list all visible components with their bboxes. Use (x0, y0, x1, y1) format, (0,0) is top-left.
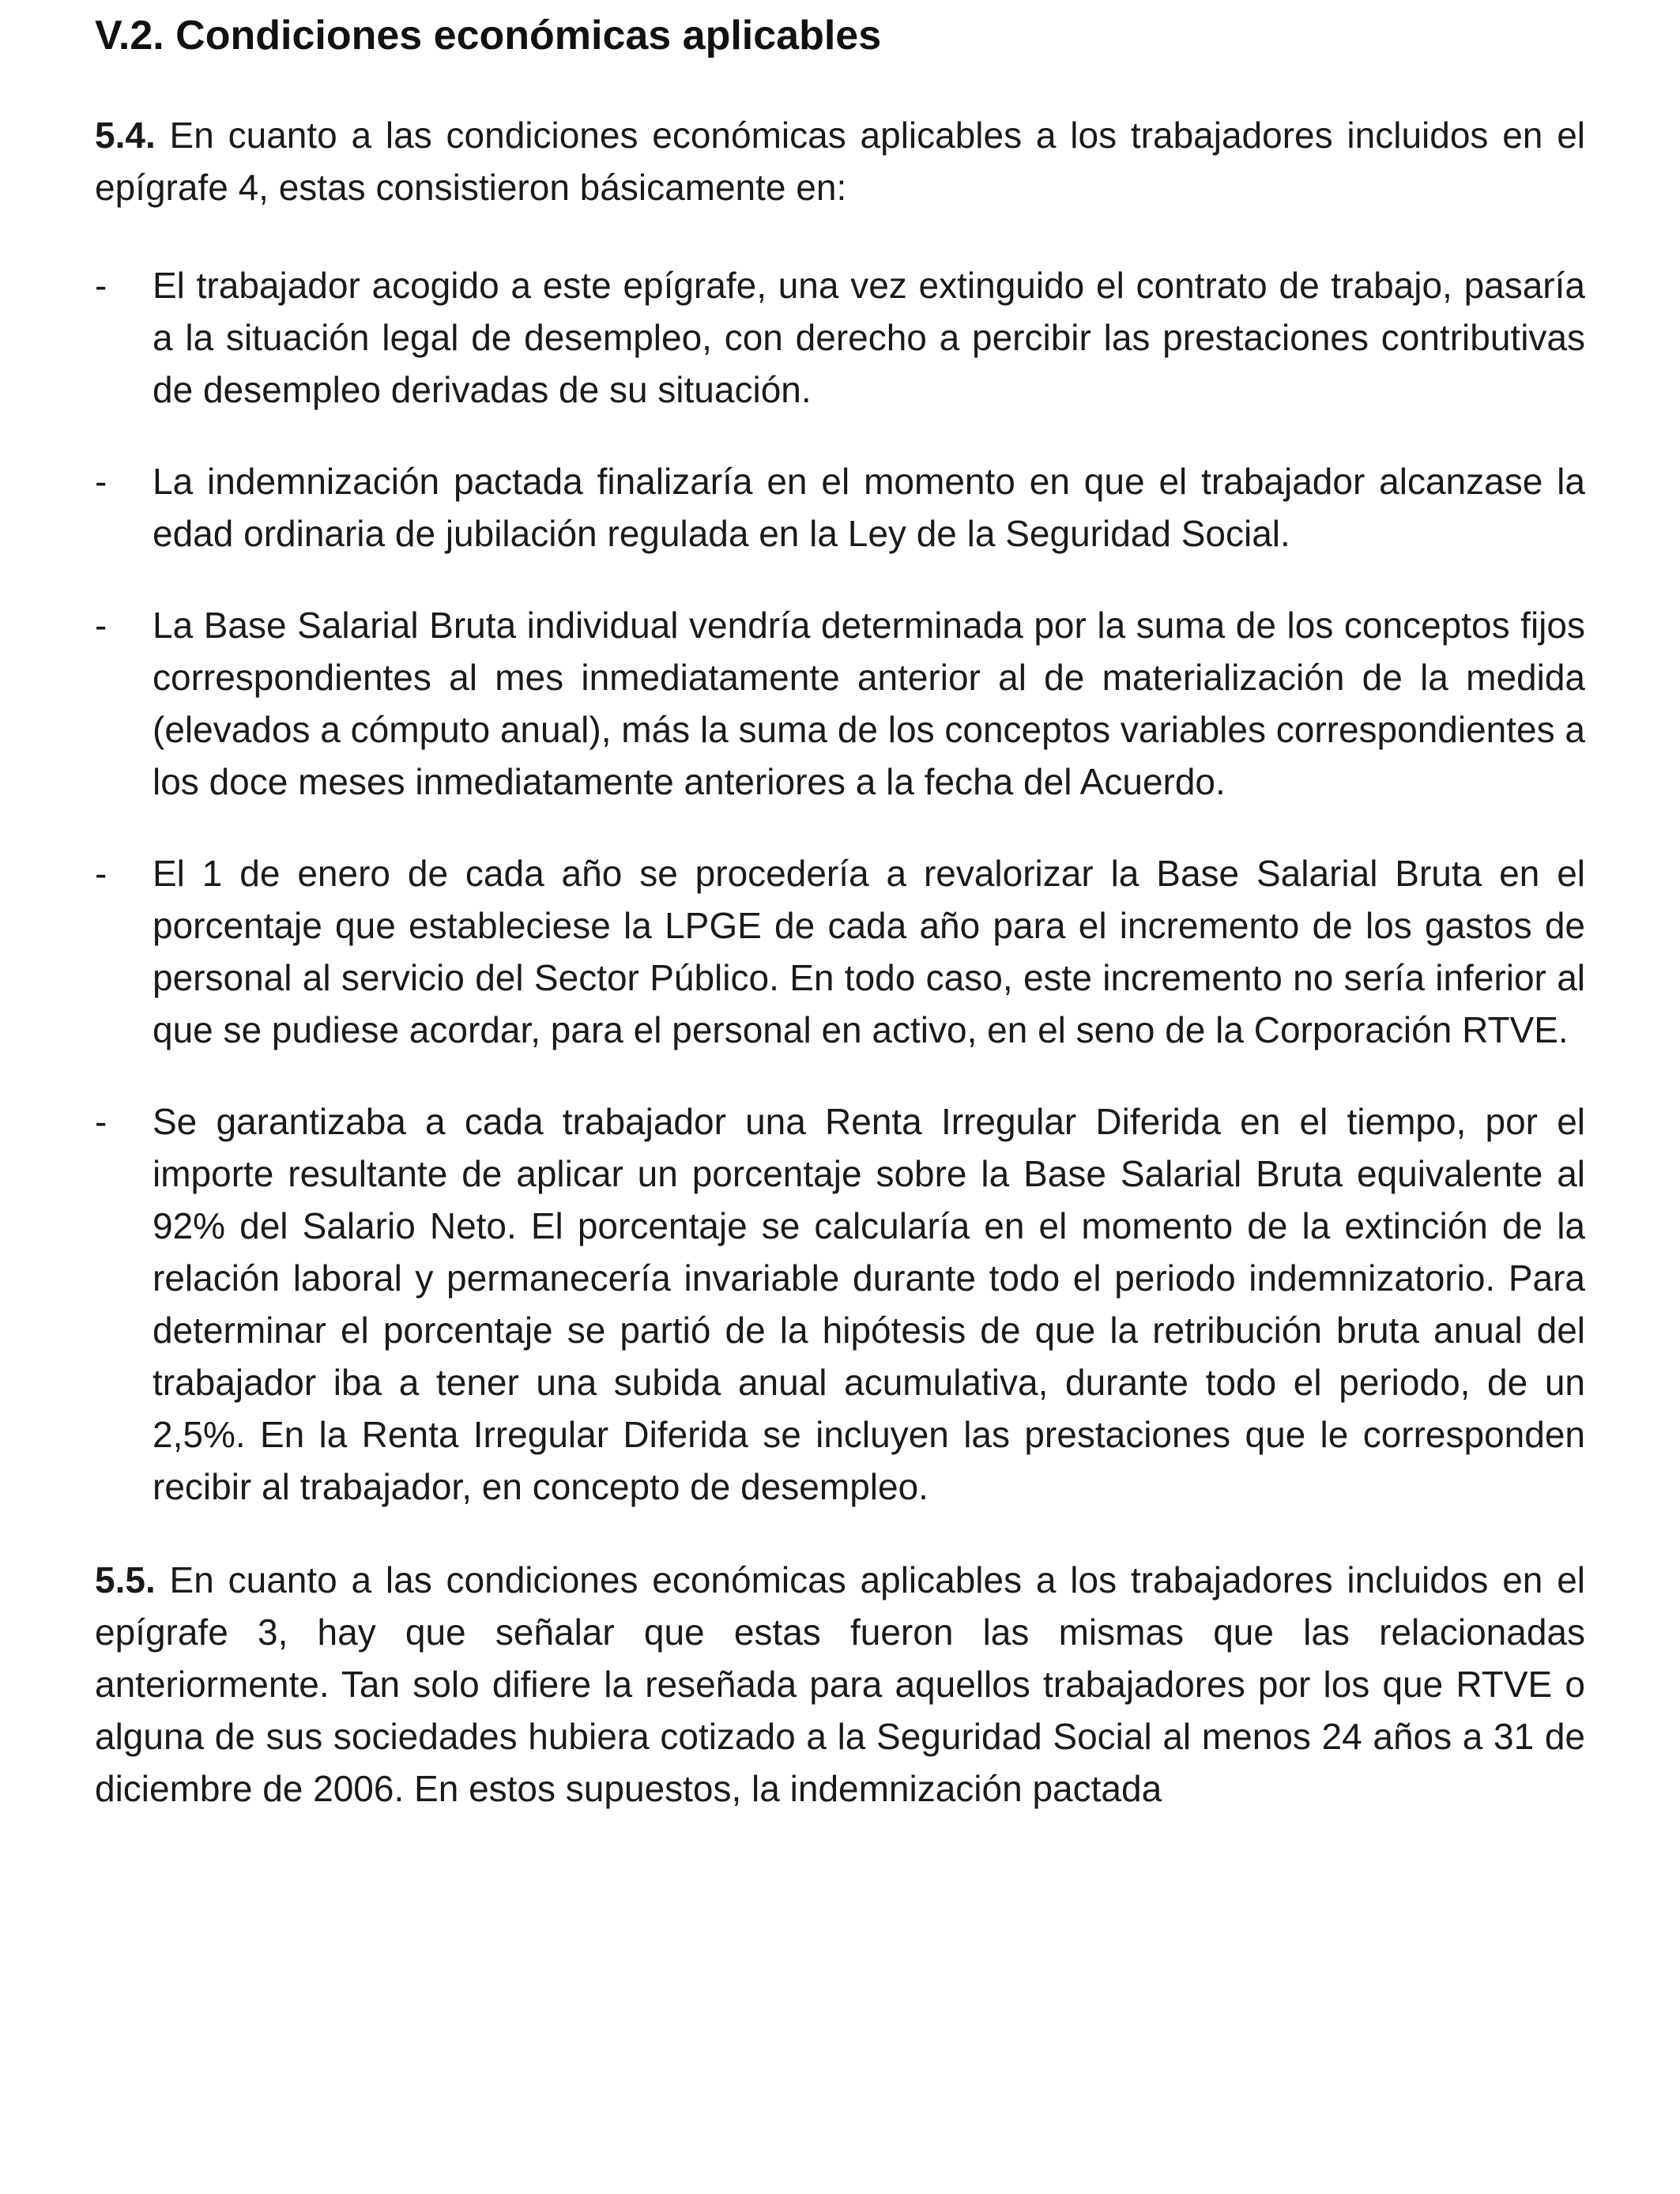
paragraph-text: En cuanto a las condiciones económicas aplicables a los trabajadores incluidos en el epígrafe 3, hay que señalar que estas fueron las mismas que las relacionadas anteriormente. Tan solo difiere la reseñada para aquellos trabajadores por los que RTVE o alguna de sus sociedades hubiera cotizado a la Seguridad Social al menos 24 años a 31 de diciembre de 2006. En estos supuestos, la indemnización pactada (95, 1559, 1585, 1809)
section-heading: V.2. Condiciones económicas aplicables (95, 13, 882, 58)
conditions-list (95, 259, 1585, 1513)
list-item (95, 847, 1585, 1056)
paragraph-number: 5.5. (95, 1559, 156, 1600)
list-item-text: La Base Salarial Bruta individual vendría determinada por la suma de los conceptos fijos correspondientes al mes inmediatamente anterior al de materialización de la medida (elevados a cómputo anual), más la suma de los conceptos variables correspondientes a los doce meses inmediatamente anteriores a la fecha del Acuerdo. (153, 605, 1585, 802)
dash-marker: - (95, 605, 107, 646)
paragraph-number: 5.4. (95, 115, 156, 156)
paragraph-5-5 (95, 1554, 1585, 1815)
list-item (95, 455, 1585, 560)
dash-marker: - (95, 1101, 107, 1142)
list-item-text: La indemnización pactada finalizaría en el momento en que el trabajador alcanzase la edad ordinaria de jubilación regulada en la Ley de la Seguridad Social. (153, 461, 1585, 554)
document-page (95, 0, 1585, 1815)
dash-marker: - (95, 853, 107, 894)
dash-marker: - (95, 265, 107, 306)
list-item (95, 1095, 1585, 1513)
paragraph-text: En cuanto a las condiciones económicas aplicables a los trabajadores incluidos en el epígrafe 4, estas consistieron básicamente en: (95, 115, 1585, 208)
paragraph-5-4 (95, 109, 1585, 213)
dash-marker: - (95, 461, 107, 502)
list-item-text: Se garantizaba a cada trabajador una Renta Irregular Diferida en el tiempo, por el importe resultante de aplicar un porcentaje sobre la Base Salarial Bruta equivalente al 92% del Salario Neto. El porcentaje se calcularía en el momento de la extinción de la relación laboral y permanecería invariable durante todo el periodo indemnizatorio. Para determinar el porcentaje se partió de la hipótesis de que la retribución bruta anual del trabajador iba a tener una subida anual acumulativa, durante todo el periodo, de un 2,5%. En la Renta Irregular Diferida se incluyen las prestaciones que le corresponden recibir al trabajador, en concepto de desempleo. (153, 1101, 1585, 1507)
list-item (95, 599, 1585, 808)
list-item-text: El 1 de enero de cada año se procedería a revalorizar la Base Salarial Bruta en el porcentaje que estableciese la LPGE de cada año para el incremento de los gastos de personal al servicio del Sector Público. En todo caso, este incremento no sería inferior al que se pudiese acordar, para el personal en activo, en el seno de la Corporación RTVE. (153, 853, 1585, 1050)
list-item (95, 259, 1585, 416)
list-item-text: El trabajador acogido a este epígrafe, una vez extinguido el contrato de trabajo, pasaría a la situación legal de desempleo, con derecho a percibir las prestaciones contributivas de desempleo derivadas de su situación. (153, 265, 1585, 410)
